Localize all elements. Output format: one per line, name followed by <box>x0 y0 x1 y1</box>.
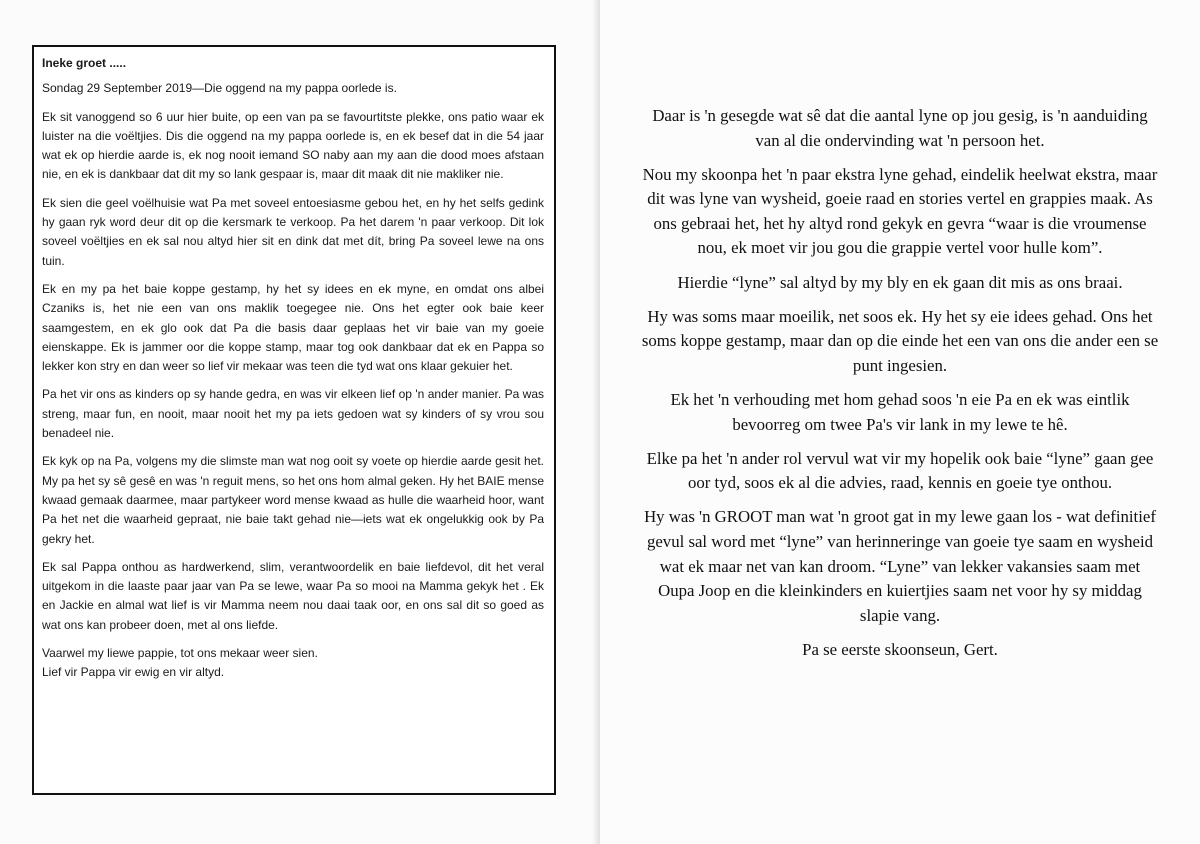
letter-paragraph: Pa het vir ons as kinders op sy hande gedra, en was vir elkeen lief op 'n ander manier. Pa was streng, maar fun, en nooit, maar nooit het my pa iets gedoen wat sy kinders of sy vrou sou benadeel nie. <box>42 387 544 441</box>
left-page <box>0 0 598 844</box>
tribute-paragraph: Hy was soms maar moeilik, net soos ek. Hy het sy eie idees gehad. Ons het soms koppe gestamp, maar dan op die einde het een van ons die ander een se punt ingesien. <box>641 306 1159 375</box>
letter-paragraph: Ek sit vanoggend so 6 uur hier buite, op een van pa se favourtitste plekke, ons patio waar ek luister na die voëltjies. Dis die oggend na my pappa oorlede is, en ek besef dat in die 54 jaar wat ek op hierdie aarde is, ek nog nooit iemand SO naby aan my aan die dood moes afstaan nie, en ek is dankbaar dat dit my so lank gespaar is, maar dit maak dit nie makliker nie. <box>42 109 544 182</box>
letter-box <box>32 45 556 795</box>
letter-paragraph: Ek sal Pappa onthou as hardwerkend, slim, verantwoordelik en baie liefdevol, dit het veral uitgekom in die laaste paar jaar van Pa se lewe, waar Pa so mooi na Mamma gekyk het . Ek en Jackie en almal wat lief is vir Mamma neem nou daai taak oor, en ons sal dit so goed as wat ons kan probeer doen, met al ons liefde. <box>42 559 544 632</box>
tribute-paragraph: Hierdie “lyne” sal altyd by my bly en ek gaan dit mis as ons braai. <box>677 272 1123 292</box>
letter-paragraph: Ek en my pa het baie koppe gestamp, hy het sy idees en ek myne, en omdat ons albei Czaniks is, het nie een van ons maklik toegegee nie. Ons het egter ook baie keer saamgestem, en ek glo ook dat Pa die basis daar geplaas het vir baie van my goeie eienskappe. Ek is jammer oor die koppe stamp, maar tog ook dankbaar dat ek en Pappa so lekker kon stry en dan weer so lief vir mekaar was teen die tyd wat ons klaar gekuier het. <box>42 281 544 374</box>
letter-paragraph: Ek sien die geel voëlhuisie wat Pa met soveel entoesiasme gebou het, en hy het selfs gedink hy gaan ryk word deur dit op die kersmark te verkoop. Pa het darem 'n paar verkoop. Dit lok soveel voëltjies en ek sal nou altyd hier sit en dink dat met dít, bring Pa soveel lewe na ons tuin. <box>42 195 544 268</box>
tribute-paragraph: Hy was 'n GROOT man wat 'n groot gat in my lewe gaan los - wat definitief gevul sal word met “lyne” van herinneringe van goeie tye saam en wysheid wat ek maar net van kan droom. “Lyne” van lekker vakansies saam met Oupa Joop en die kleinkinders en kuiertjies saam net voor hy sy middag slapie vang. <box>644 507 1156 625</box>
tribute-signature: Pa se eerste skoonseun, Gert. <box>802 639 998 659</box>
tribute-paragraph: Nou my skoonpa het 'n paar ekstra lyne gehad, eindelik heelwat ekstra, maar dit was lyne van wysheid, goeie raad en stories vertel en grappies maak. As ons gebraai het, het hy altyd rond gekyk en gevra “waar is die vroumense nou, ek moet vir jou gou die grappie vertel voor hulle kom”. <box>642 164 1158 258</box>
letter-paragraph: Ek kyk op na Pa, volgens my die slimste man wat nog ooit sy voete op hierdie aarde gesit het. My pa het sy sê gesê en was 'n reguit mens, so het ons hom almal geken. Hy het BAIE mense kwaad gemaak daarmee, maar partykeer word mense kwaad as hulle die waarheid hoor, want Pa het net die waarheid gepraat, nie baie takt gehad nie—iets wat ek ongelukkig ook by Pa gekry het. <box>42 454 544 546</box>
tribute-text <box>640 104 1160 672</box>
tribute-paragraph: Ek het 'n verhouding met hom gehad soos 'n eie Pa en ek was eintlik bevoorreg om twee Pa's vir lank in my lewe te hê. <box>670 389 1130 434</box>
tribute-paragraph: Daar is 'n gesegde wat sê dat die aantal lyne op jou gesig, is 'n aanduiding van al die ondervinding wat 'n persoon het. <box>652 106 1148 150</box>
letter-heading: Ineke groet ..... <box>42 56 127 70</box>
letter-paragraph-date: Sondag 29 September 2019—Die oggend na my pappa oorlede is. <box>42 81 397 96</box>
tribute-paragraph: Elke pa het 'n ander rol vervul wat vir my hopelik ook baie “lyne” gaan gee oor tyd, soos ek al die advies, raad, kennis en goeie tye onthou. <box>646 448 1154 493</box>
letter-closing-line-2: Lief vir Pappa vir ewig en vir altyd. <box>42 665 225 680</box>
letter-closing-line-1: Vaarwel my liewe pappie, tot ons mekaar weer sien. <box>42 646 318 661</box>
